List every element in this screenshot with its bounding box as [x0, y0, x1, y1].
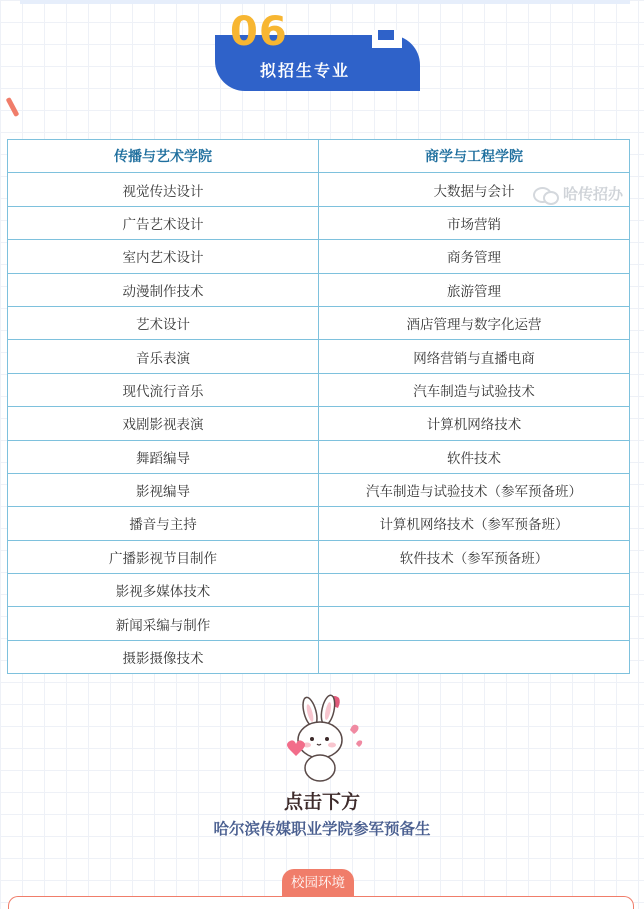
arts-major-cell: 摄影摄像技术 [8, 640, 319, 673]
arts-major-cell: 广告艺术设计 [8, 206, 319, 239]
business-major-cell: 酒店管理与数字化运营 [319, 306, 630, 339]
bunny-mascot-icon [280, 690, 370, 785]
campus-section-frame [8, 896, 634, 909]
arts-major-cell: 艺术设计 [8, 306, 319, 339]
business-major-cell [319, 607, 630, 640]
arts-major-cell: 音乐表演 [8, 340, 319, 373]
business-major-cell: 市场营销 [319, 206, 630, 239]
table-row [8, 540, 630, 573]
business-major-cell: 大数据与会计 [319, 173, 630, 206]
business-major-cell: 软件技术（参军预备班） [319, 540, 630, 573]
college-reserve-link[interactable]: 哈尔滨传媒职业学院参军预备生 [213, 820, 431, 838]
campus-environment-tab[interactable]: 校园环境 [282, 869, 354, 897]
header-arts-college: 传播与艺术学院 [8, 140, 319, 173]
arts-major-cell: 戏剧影视表演 [8, 407, 319, 440]
section-number: 06 [230, 9, 288, 55]
business-major-cell: 汽车制造与试验技术 [319, 373, 630, 406]
business-major-cell: 汽车制造与试验技术（参军预备班） [319, 473, 630, 506]
click-below-label: 点击下方 [283, 791, 360, 813]
header-business-college: 商学与工程学院 [319, 140, 630, 173]
arts-major-cell: 播音与主持 [8, 507, 319, 540]
table-row [8, 507, 630, 540]
table-row [8, 440, 630, 473]
arts-major-cell: 视觉传达设计 [8, 173, 319, 206]
business-major-cell: 计算机网络技术（参军预备班） [319, 507, 630, 540]
business-major-cell [319, 640, 630, 673]
arts-major-cell: 影视多媒体技术 [8, 574, 319, 607]
decorative-slash [6, 97, 20, 117]
table-row [8, 473, 630, 506]
account-watermark [533, 183, 623, 204]
table-row [8, 574, 630, 607]
watermark-text: 哈传招办 [563, 185, 624, 203]
table-row [8, 640, 630, 673]
arts-major-cell: 动漫制作技术 [8, 273, 319, 306]
business-major-cell: 软件技术 [319, 440, 630, 473]
business-major-cell: 商务管理 [319, 240, 630, 273]
arts-major-cell: 新闻采编与制作 [8, 607, 319, 640]
table-row [8, 373, 630, 406]
business-major-cell: 计算机网络技术 [319, 407, 630, 440]
section-title: 拟招生专业 [259, 61, 350, 80]
arts-major-cell: 影视编导 [8, 473, 319, 506]
table-row [8, 407, 630, 440]
table-row [8, 607, 630, 640]
business-major-cell: 网络营销与直播电商 [319, 340, 630, 373]
business-major-cell: 旅游管理 [319, 273, 630, 306]
wechat-icon [533, 185, 559, 203]
table-header-row [8, 140, 630, 173]
arts-major-cell: 广播影视节目制作 [8, 540, 319, 573]
arts-major-cell: 室内艺术设计 [8, 240, 319, 273]
top-divider [20, 0, 630, 4]
table-row [8, 240, 630, 273]
majors-table [7, 139, 630, 674]
table-row [8, 273, 630, 306]
header-notch-inner [378, 30, 394, 40]
table-row [8, 206, 630, 239]
table-row [8, 306, 630, 339]
arts-major-cell: 舞蹈编导 [8, 440, 319, 473]
arts-major-cell: 现代流行音乐 [8, 373, 319, 406]
table-row [8, 340, 630, 373]
business-major-cell [319, 574, 630, 607]
